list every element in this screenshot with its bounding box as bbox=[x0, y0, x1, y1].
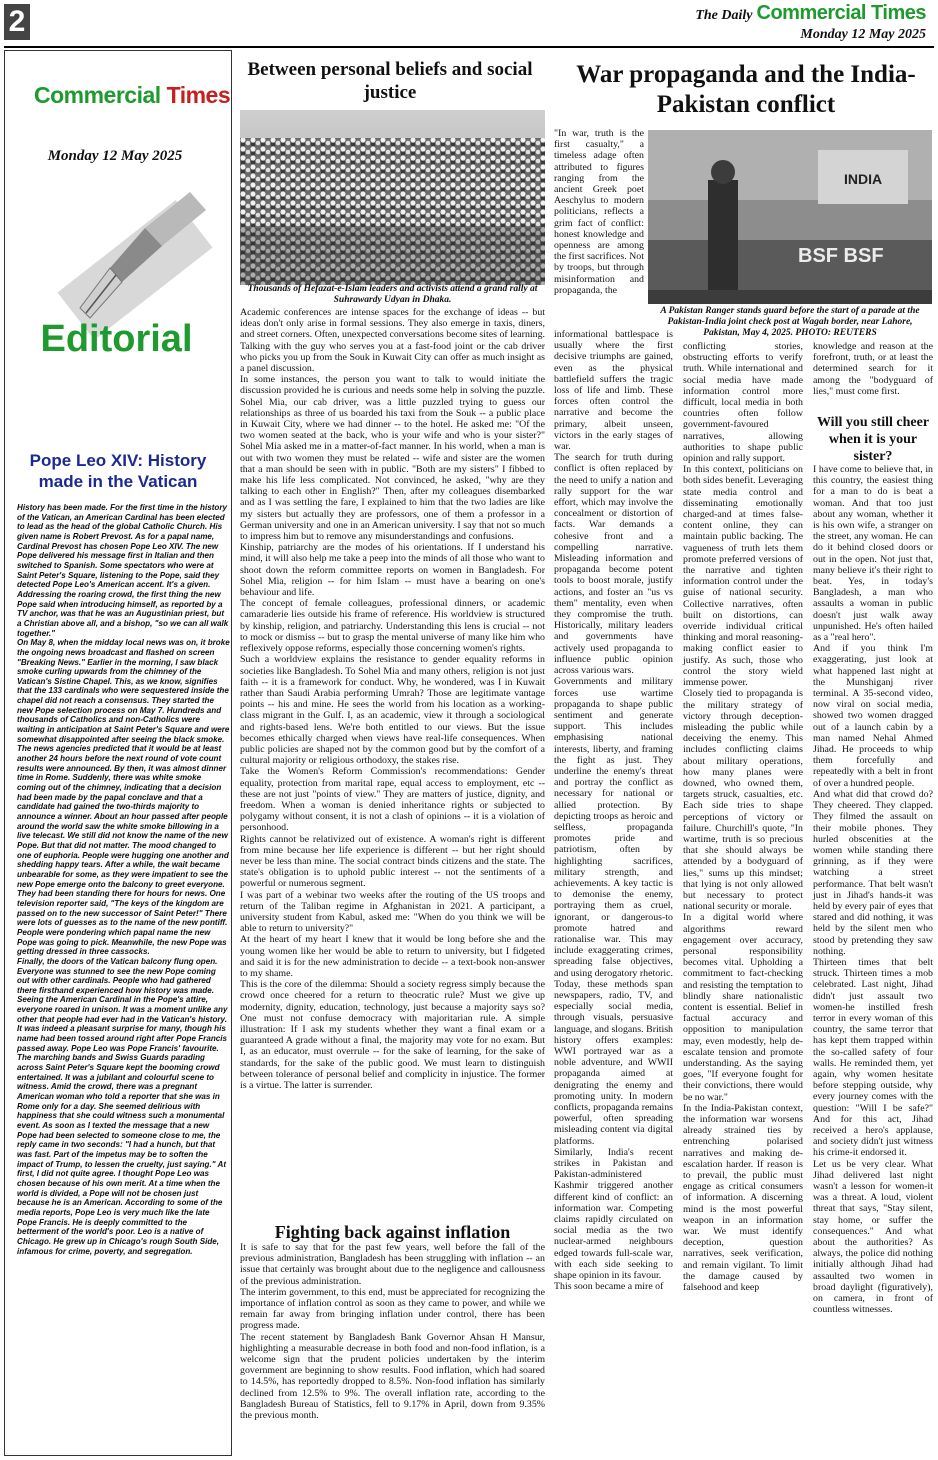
war-body-column-2: conflicting stories, obstructing efforts to verify truth. While international and social media have made information control more difficult, local media in both countries often follow government-favoured narratives, allowing authorities to shape public opinion and rally support. In this context, politicians on both sides benefit. Leveraging state media control and disseminating emotionally charged-and at times false-content online, they can maintain public backing. The vagueness of truth lets them promote preferred versions of the narrative and tighten information control under the guise of national security. Collective narratives, often built on distortions, can override individual critical thinking and moral reasoning-making conflict easier to justify. As such, those who control the story wield immense power. Closely tied to propaganda is the military strategy of victory through deception-misleading the public while deceiving the enemy. This includes conflicting claims about military operations, how many planes were downed, who owned them, targets struck, casualties, etc. Each side tries to shape perceptions of victory or failure. Churchill's quote, "In wartime, truth is so precious that she should always be attended by a bodyguard of lies," sums up this mindset; that lying is not only allowed but necessary to protect national security or morale. In a digital world where algorithms reward engagement over accuracy, personal responsibility becomes vital. Upholding a commitment to fact-checking and resisting the temptation to blindly share nationalistic content is essential. Belief in factual accuracy and opposition to manipulation may, even modestly, help de-escalate tension and promote understanding. As the saying goes, "If everyone fought for their convictions, there would be no war." In the India-Pakistan context, the information war worsens already strained ties by entrenching polarised narratives and making de-escalation harder. If reason is to prevail, the public must engage as critical consumers of information. A discerning mind is the most powerful weapon in an information war. We must identify deception, question narratives, seek verification, and remain vigilant. To limit the damage caused by falsehood and keep bbox=[683, 341, 803, 1294]
sidebar-logo-times: Times bbox=[166, 82, 231, 108]
masthead-date: Monday 12 May 2025 bbox=[800, 27, 926, 42]
section-title: Editorial bbox=[40, 318, 193, 360]
sidebar-logo-commercial: Commercial bbox=[34, 82, 161, 108]
editorial-body: History has been made. For the first time in the history of the Vatican, an American Cardinal has been elected to lead as the head of the global Catholic Church. His given name is Robert Prevost. As for a papal name, Cardinal Prevost has chosen Pope Leo XIV. The new Pope delivered his message first in Italian and then switched to Spanish. Some spectators who were at Saint Peter's Square, listening to the Pope, said they detected Pope Leo's American accent. It's a given. Addressing the roaring crowd, the first thing the new Pope said when introducing himself, as reported by a TV anchor, was that he was an Augustinian priest, but a Christian above all, and a bishop, "so we can all walk together." On May 8, when the midday local news was on, it broke the ongoing news broadcast and flashed on screen "Breaking News." Earlier in the morning, I saw black smoke curling upwards from the chimney of the Vatican's Sistine Chapel. This, as we know, signifies that the 133 cardinals who were sequestered inside the chapel did not reach a consensus. They started the new Pope selection process on May 7. Hundreds and thousands of Catholics and non-Catholics were waiting in anticipation at Saint Peter's Square and were somewhat disappointed after seeing the black smoke. The news agencies predicted that it would be at least another 24 hours before the next round of vote count results were announced. By then, it was almost dinner time in Rome. Suddenly, there was white smoke coming out of the chimney, indicating that a decision had been made by the papal conclave and that a candidate had gained the two-thirds majority to announce a winner. About an hour passed after people around the world saw the white smoke billowing in a live telecast. We still did not know the name of the new Pope. But that did not matter. The mood changed to one of euphoria. People were hugging one another and shedding happy tears. After a while, the wait became unbearable for some, as they were impatient to see the new Pope emerge onto the balcony to greet everyone. They had been standing there for hours for news. One television reporter said, "The keys of the kingdom are passed on to the new successor of Saint Peter!" There were lots of guesses as to the name of the new pontiff. People were pondering which papal name the new Pope was going to pick. Meanwhile, the new Pope was getting dressed in three cassocks. Finally, the doors of the Vatican balcony flung open. Everyone was stunned to see the new Pope coming out with other cardinals. People who had gathered there firsthand experienced how history was made. Seeing the American Cardinal in the Pope's attire, everyone roared in unison. It was a moment unlike any other that people had ever had in the Vatican's history. It was indeed a pleasant surprise for many, though his name had been tossed around right after Pope Francis passed away. Pope Leo was Pope Francis' favourite. The marching bands and Swiss Guards parading across Saint Peter's Square kept the booming crowd entertained. It was a jubilant and colourful scene to witness. Amid the crowd, there was a pregnant American woman who told a reporter that she was in Rome only for a day. She seemed delirious with happiness that she could witness such a monumental event. As soon as I texted the message that a new Pope had been selected to someone close to me, the reply came in two seconds: "I had a hunch, but that was fast. Part of the impetus may be to soften the impact of Trump, to lessen the cruelty, just saying." At first, I did not quite agree. I thought Pope Leo was chosen because of his own merit. At a time when the world is divided, a Pope will not be chosen just because he is an American. According to some of the media reports, Pope Leo is very much like the late Pope Francis. He is deeply committed to the betterment of the world's poor. Leo is a native of Chicago. He grew up in Chicago's rough South Side, infamous for crime, poverty, and segregation. bbox=[17, 503, 230, 1256]
beliefs-headline: Between personal beliefs and social justice bbox=[247, 59, 533, 103]
wagah-photo-caption: A Pakistan Ranger stands guard before the start of a parade at the Pakistan-India joint check post at Wagah border, near Lahore, Pakistan, May 4, 2025. PHOTO: REUTERS bbox=[660, 306, 920, 338]
cheer-headline: Will you still cheer when it is your sister? bbox=[816, 415, 930, 464]
war-body-column-1: informational battlespace is usually where the first decisive triumphs are gained, even as the physical battlefield suffers the tragic loss of life and limb. These forces often control the narrative and become the primary, albeit unseen, victors in the early stages of war. The search for truth during conflict is often replaced by the need to unify a nation and rally support for the war effort, which may involve the concealment or distortion of facts. War demands a cohesive front and a compelling narrative. Misleading information and propaganda become potent tools to boost morale, justify actions, and foster an "us vs them" mentality, even when they compromise the truth. Historically, military leaders and governments have actively used propaganda to influence public opinion across various wars. Governments and military forces use wartime propaganda to shape public sentiment and generate support. This includes emphasising national interests, liberty, and framing the fight as just. They underline the enemy's threat and portray the conflict as necessary for national or allied protection. By depicting troops as heroic and selfless, propaganda promotes pride and patriotism, often by highlighting sacrifices, military strength, and achievements. A key tactic is to demonise the enemy, portraying them as cruel, ignorant, or dangerous-to promote hatred and rationalise war. This may include exaggerating crimes, spreading false objectives, and using derogatory rhetoric. Today, these methods span newspapers, radio, TV, and especially social media, through visuals, persuasive language, and slogans. British history offers examples: WWI portrayed war as a noble adventure, and WWII propaganda aimed at denigrating the enemy and promoting unity. In modern conflicts, propaganda remains powerful, often spreading misleading content via digital platforms. Similarly, India's recent strikes in Pakistan and Pakistan-administered Kashmir triggered another different kind of conflict: an information war. Competing claims rapidly circulated on social media as the two nuclear-armed neighbours edged towards full-scale war, with each side seeking to shape opinion in its favour. This soon became a mire of bbox=[554, 329, 674, 1293]
inflation-headline: Fighting back against inflation bbox=[274, 1222, 511, 1242]
photo-sign-text: INDIA bbox=[844, 171, 883, 187]
rally-photo-caption: Thousands of Hefazat-e-Islam leaders and activists attend a grand rally at Suhrawardy Udyan in Dhaka. bbox=[247, 284, 538, 305]
masthead bbox=[695, 2, 926, 43]
page-number: 2 bbox=[4, 4, 30, 40]
beliefs-body: Academic conferences are intense spaces for the exchange of ideas -- but ideas don't only arise in formal sessions. They also emerge in taxis, diners, and street corners. Often, unexpected conversations become sites of learning. Talking with the guy who serves you at a fast-food joint or the cab driver who picks you up from the Souk in Kuwait City can offer as much insight as a panel discussion. In some instances, the person you want to talk to would initiate the discussion provided he is curious and needs some help in solving the puzzle. Sohel Mia, our cab driver, was a little puzzled trying to guess our relationships as three of us boarded his taxi from the Souk -- a public place in Kuwait City, where we had dinner -- to the hotel. He asked me: "Of the two women seated at the back, who is your wife and who is your sister?" Sohel Mia asked me in a matter-of-fact manner. In his world, when a man is out with two women they must be related -- wife and sister are the women that a man should be seen with in public. "Both are my sisters" I fibbed to make his life less complicated. Not convinced, he asked, "why are they talking to each other in English?" Then, after my colleagues disembarked and as I was settling the fare, I explained to him that the two ladies are like my sisters but actually they are professors, one of them a professor in a German university and one in an American university. I say that not so much to impress him but to remove any misunderstandings and confusions. Kinship, patriarchy are the modes of his orientations. If I understand his mind, it will also help me take a peep into the minds of all those who want to shoot down the reform committee reports on women in Bangladesh. For Sohel Mia, religion -- for him Islam -- must have a bearing on one's behaviour and life. The concept of female colleagues, professional dinners, or academic camaraderie lies outside his frame of reference. His worldview is structured by kinship, religion, and patriarchy. Understanding this lens is crucial -- not to mock or dismiss -- but to grasp the mental universe of many like him who reflexively oppose reforms, especially those concerning women's rights. Such a worldview explains the resistance to gender equality reforms in societies like Bangladesh. To Sohel Mia and many others, religion is not just faith -- it is a framework for conduct. Why, he wondered, was I in Kuwait rather than Saudi Arabia performing Umrah? Those are legitimate vantage points -- his and mine. He sees the world from his location as a working-class migrant in the Gulf. I, as an academic, view it through a sociological and rights-based lens. We're both entitled to our views. But the issue becomes ethically charged when views have real-life consequences. When public policies are shaped not by the common good but by the comfort of a cultural majority or religious orthodoxy, the stakes rise. Take the Women's Reform Commission's recommendations: Gender equality, protection from marital rape, equal access to employment, etc -- these are not just "points of view." They are matters of justice, dignity, and freedom. When a woman is denied inheritance rights or subjected to polygamy without consent, it is not a clash of opinions -- it is a violation of personhood. Rights cannot be relativized out of existence. A woman's right is different from mine because her life experience is different -- but her right should never be less than mine. The social contract binds citizens and the state. The state's obligation is to uphold public interest -- not the sentiments of a powerful or numerous segment. I was part of a webinar two weeks after the routing of the US troops and return of the Taliban regime in Afghanistan in 2021. A participant, a university student from Kabul, asked me: "When do you think we will be able to return to university?" At the heart of my heart I knew that it would be long before she and the young women like her would be able to return to university, but I fidgeted and said it is for the new administration to decide -- a text-book non-answer to my shame. This is the core of the dilemma: Should a society regress simply because the crowd once cheered for a return to theocratic rule? Must we give up modernity, dignity, education, technology, just because a majority says so? One must not confuse democracy with majoritarian rule. A simple illustration: If I ask my students whether they want a final exam or a guaranteed A grade without a final, the majority may vote for no exam. But I, as an educator, must overrule -- for the sake of learning, for the sake of standards, for the sake of the public good. We must learn to distinguish between tolerance of personal belief and complicity in injustice. The former is a virtue. The latter is surrender. bbox=[240, 307, 545, 1092]
cheer-body: I have come to believe that, in this country, the easiest thing for a man to do is beat a woman. And that too just about any woman, whether it is his own wife, a stranger on the street, any woman. He can do it behind closed doors or out in the open. Not just that, many believe it's their right to beat. Yes, in today's Bangladesh, a man who assaults a woman in public doesn't just walk away unpunished. He's often hailed as a "real hero". And if you think I'm exaggerating, just look at what happened last night at the Munshiganj river terminal. A 35-second video, now viral on social media, showed two women dragged out of a launch cabin by a man named Nehal Ahmed Jihad. He proceeds to whip them forcefully and repeatedly with a belt in front of over a hundred people. And what did that crowd do? They cheered. They clapped. They filmed the assault on their mobile phones. They hurled obscenities at the women while standing there grinning, as if they were watching a street performance. That belt wasn't just in Jihad's hands-it was held by every pair of eyes that stared and did nothing, it was held by the silent men who stood by pretending they saw nothing. Thirteen times that belt struck. Thirteen times a mob celebrated. Last night, Jihad didn't just assault two women-he instilled fresh terror in every woman of this country, the same terror that has kept them trapped within the so-called safety of four walls. He reminded them, yet again, why women hesitate before stepping outside, why every journey comes with the question: "Will I be safe?" And for this act, Jihad received a hero's applause, and society didn't just witness his crime-it endorsed it. Let us be very clear. What Jihad delivered last night wasn't a lesson for women-it was a threat. A loud, violent threat that says, "Stay silent, stay home, or suffer the consequences." And what about the authorities? As always, the police did nothing initially although Jihad had assaulted two women in broad daylight (figuratively), on camera, in front of countless witnesses. bbox=[813, 464, 933, 1316]
wagah-border-photo bbox=[648, 130, 932, 304]
inflation-body: It is safe to say that for the past few years, well before the fall of the previous administration, Bangladesh has been struggling with inflation -- an issue that certainly was brought about due to the negligence and callousness of the previous administration. The interim government, to this end, must be appreciated for recognizing the importance of inflation control as soon as they came to power, and while we remain far away from bringing inflation under control, there has been progress made. The recent statement by Bangladesh Bank Governor Ahsan H Mansur, highlighting a measurable decrease in both food and non-food inflation, is a welcome sign that the prudent policies undertaken by the interim government are beginning to show results. Food inflation, which had soared to 14.5%, has reportedly dropped to 8.5%. Non-food inflation has similarly declined from 12.5% to 9%. The overall inflation rate, according to the Bangladesh Bureau of Statistics, fell to 9.17% in April, down from 9.35% the previous month. bbox=[240, 1242, 545, 1422]
sidebar-logo bbox=[34, 82, 230, 109]
masthead-the-daily: The Daily bbox=[695, 8, 753, 23]
photo-gate-text: BSF BSF bbox=[798, 245, 884, 267]
masthead-brand: Commercial Times bbox=[756, 2, 926, 24]
rally-photo bbox=[240, 110, 545, 285]
war-body-intro: "In war, truth is the first casualty," a timeless adage often attributed to figures ranging from the ancient Greek poet Aeschylus to modern politicians, reflects a grim fact of conflict: honest knowledge and openness are among the first sacrifices. Not by troops, but through misinformation and propaganda, the bbox=[554, 128, 647, 296]
editorial-headline: Pope Leo XIV: History made in the Vatican bbox=[29, 451, 207, 491]
war-body-column-3: knowledge and reason at the forefront, truth, or at least the determined search for it among the "bodyguard of lies," must come first. bbox=[813, 341, 936, 397]
fountain-pen-icon bbox=[50, 180, 220, 330]
war-headline: War propaganda and the India-Pakistan conflict bbox=[576, 61, 916, 118]
masthead-rule bbox=[4, 46, 934, 48]
sidebar-date: Monday 12 May 2025 bbox=[47, 148, 183, 164]
